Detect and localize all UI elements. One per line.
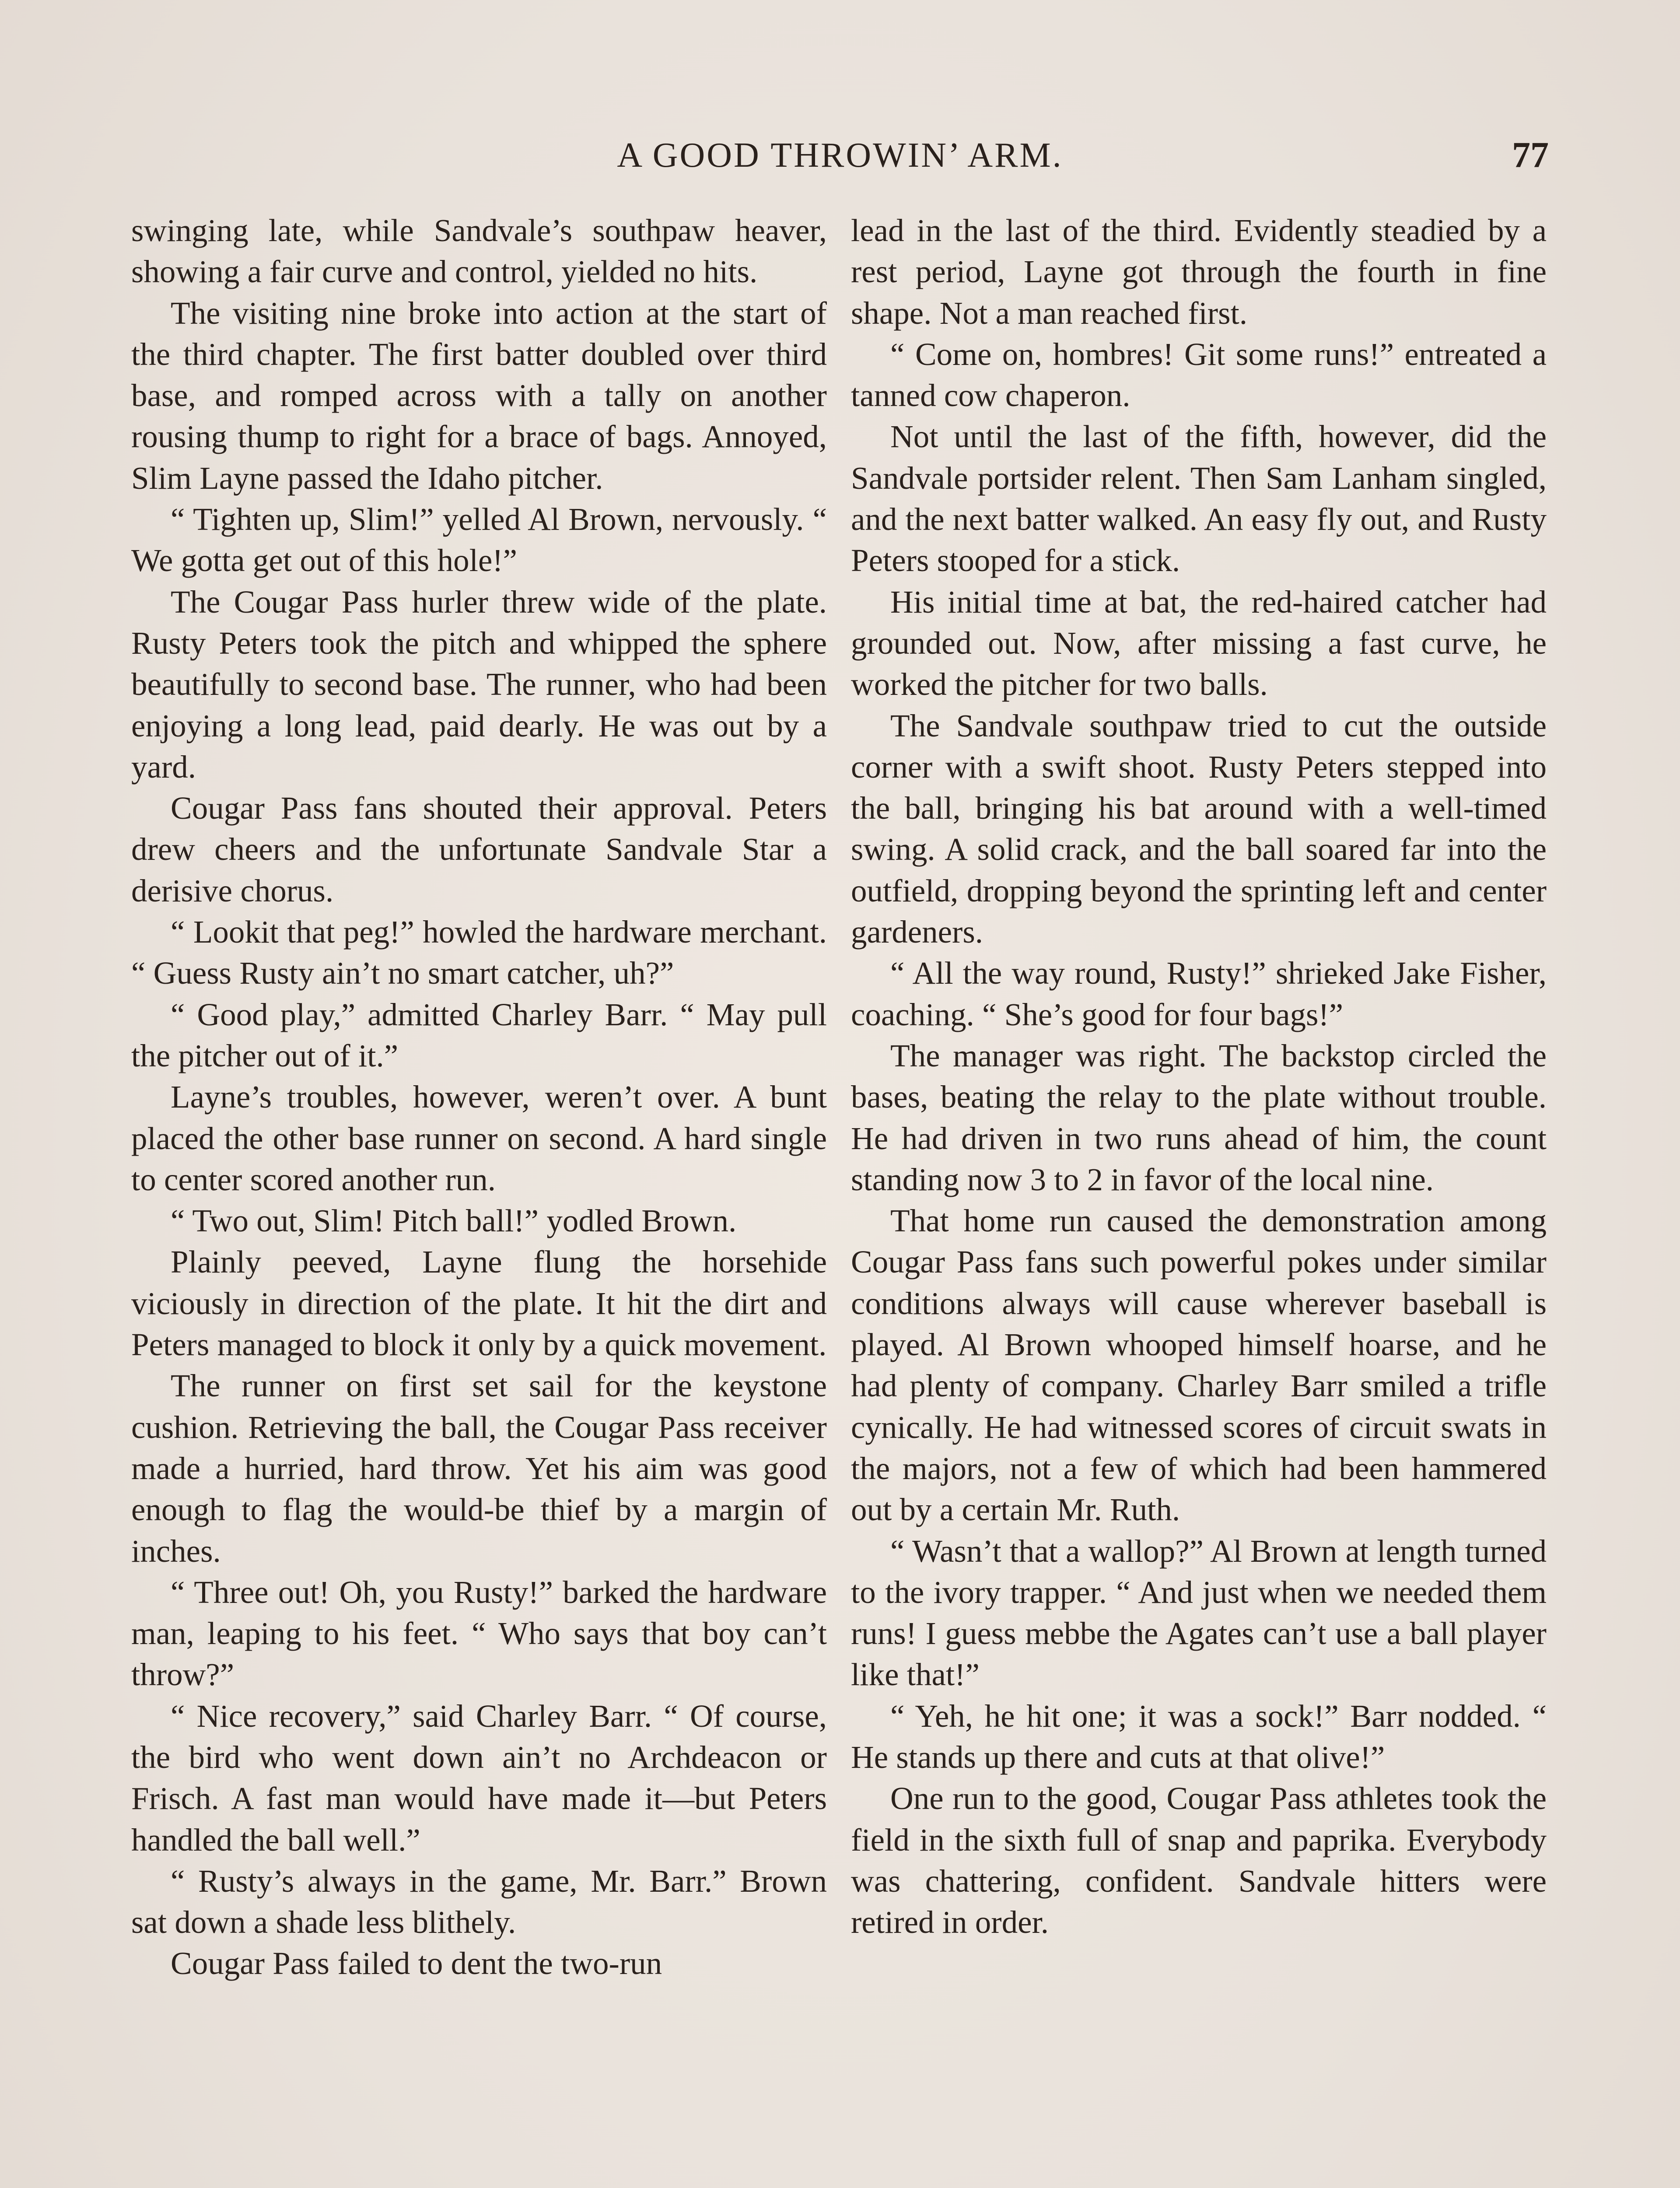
- paragraph: “ Lookit that peg!” howled the hardware merchant. “ Guess Rusty ain’t no smart catcher, uh?”: [131, 914, 827, 991]
- paragraph: “ Three out! Oh, you Rusty!” barked the hardware man, leaping to his feet. “ Who says that boy can’t throw?”: [131, 1574, 827, 1693]
- paragraph: The visiting nine broke into action at the start of the third chapter. The first batter doubled over third base, and romped across with a tally on another rousing thump to right for a brace of bags. Annoyed, Slim Layne passed the Idaho pitcher.: [131, 295, 827, 496]
- paragraph: Plainly peeved, Layne flung the horsehide viciously in direction of the plate. It hit the dirt and Peters managed to block it only by a quick movement.: [131, 1244, 827, 1363]
- paragraph: The runner on first set sail for the keystone cushion. Retrieving the ball, the Cougar Pass receiver made a hurried, hard throw. Yet his aim was good enough to flag the would-be thief by a margin of inches.: [131, 1368, 827, 1569]
- paragraph: “ Rusty’s always in the game, Mr. Barr.” Brown sat down a shade less blithely.: [131, 1863, 827, 1940]
- paragraph: “ Two out, Slim! Pitch ball!” yodled Brown.: [171, 1203, 737, 1239]
- paragraph: His initial time at bat, the red-haired catcher had grounded out. Now, after missing a fast curve, he worked the pitcher for two balls.: [851, 584, 1547, 702]
- paragraph: swinging late, while Sandvale’s southpaw heaver, showing a fair curve and control, yielded no hits.: [131, 213, 827, 290]
- paragraph: Not until the last of the fifth, however, did the Sandvale portsider relent. Then Sam Lanham singled, and the next batter walked. An easy fly out, and Rusty Peters stooped for a stick.: [851, 419, 1547, 579]
- paragraph: Cougar Pass failed to dent the two-run: [171, 1946, 662, 1981]
- paragraph: The Sandvale southpaw tried to cut the outside corner with a swift shoot. Rusty Peters stepped into the ball, bringing his bat around with a well-timed swing. A solid crack, and the ball soared far into the outfield, dropping beyond the sprinting left and center gardeners.: [851, 708, 1547, 950]
- paragraph: The Cougar Pass hurler threw wide of the plate. Rusty Peters took the pitch and whipped the sphere beautifully to second base. The runner, who had been enjoying a long lead, paid dearly. He was out by a yard.: [131, 584, 827, 785]
- paragraph: “ Wasn’t that a wallop?” Al Brown at length turned to the ivory trapper. “ And just when we needed them runs! I guess mebbe the Agates can’t use a ball player like that!”: [851, 1533, 1547, 1693]
- page-number: 77: [1512, 135, 1549, 175]
- paragraph: One run to the good, Cougar Pass athletes took the field in the sixth full of snap and paprika. Everybody was chattering, confident. Sandvale hitters were retired in order.: [851, 1781, 1547, 1940]
- paragraph: The manager was right. The backstop circled the bases, beating the relay to the plate without trouble. He had driven in two runs ahead of him, the count standing now 3 to 2 in favor of the local nine.: [851, 1038, 1547, 1197]
- paragraph: “ Yeh, he hit one; it was a sock!” Barr nodded. “ He stands up there and cuts at that olive!”: [851, 1698, 1547, 1775]
- paragraph: Layne’s troubles, however, weren’t over. A bunt placed the other base runner on second. A hard single to center scored another run.: [131, 1079, 827, 1197]
- paragraph: “ Tighten up, Slim!” yelled Al Brown, nervously. “ We gotta get out of this hole!”: [131, 501, 827, 579]
- page-header: [131, 131, 1549, 179]
- paragraph: Cougar Pass fans shouted their approval. Peters drew cheers and the unfortunate Sandvale Star a derisive chorus.: [131, 790, 827, 908]
- paragraph: “ Come on, hombres! Git some runs!” entreated a tanned cow chaperon.: [851, 336, 1547, 414]
- paragraph: That home run caused the demonstration among Cougar Pass fans such powerful pokes under similar conditions always will cause wherever baseball is played. Al Brown whooped himself hoarse, and he had plenty of company. Charley Barr smiled a trifle cynically. He had witnessed scores of circuit swats in the majors, not a few of which had been hammered out by a certain Mr. Ruth.: [851, 1203, 1547, 1528]
- right-column: [851, 210, 1547, 1943]
- paragraph: “ Nice recovery,” said Charley Barr. “ Of course, the bird who went down ain’t no Archdeacon or Frisch. A fast man would have made it—but Peters handled the ball well.”: [131, 1698, 827, 1858]
- left-column: [131, 210, 827, 1985]
- paragraph: lead in the last of the third. Evidently steadied by a rest period, Layne got through the fourth in fine shape. Not a man reached first.: [851, 213, 1547, 331]
- paragraph: “ All the way round, Rusty!” shrieked Jake Fisher, coaching. “ She’s good for four bags!”: [851, 955, 1547, 1032]
- paragraph: “ Good play,” admitted Charley Barr. “ May pull the pitcher out of it.”: [131, 996, 827, 1073]
- running-title: A GOOD THROWIN’ ARM.: [617, 136, 1063, 175]
